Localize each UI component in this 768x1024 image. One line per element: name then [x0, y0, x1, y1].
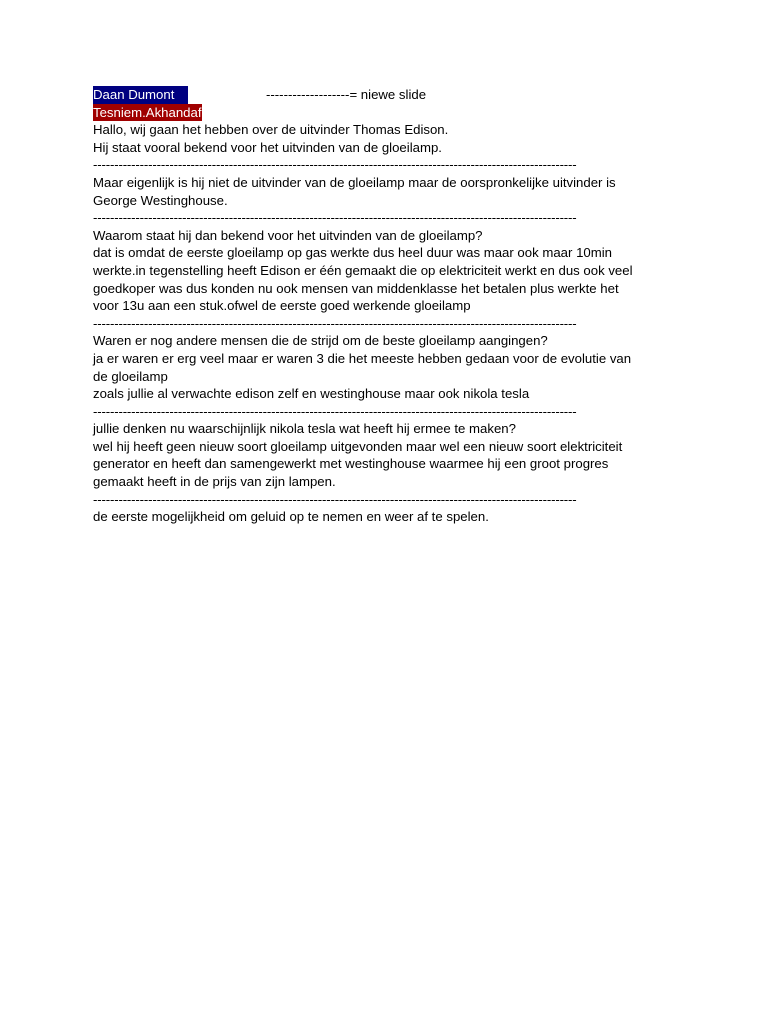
text-line: ja er waren er erg veel maar er waren 3 die het meeste hebben gedaan voor de evolutie van [93, 350, 632, 366]
slide-divider: ------------------------------------------------------------------------------------------------------------------ [93, 210, 577, 226]
slide-divider: ------------------------------------------------------------------------------------------------------------------ [93, 157, 577, 173]
slide-section [93, 508, 677, 526]
text-line: generator en heeft dan samengewerkt met westinghouse waarmee hij een groot progres [93, 456, 609, 472]
text-line: goedkoper was dus konden nu ook mensen van middenklasse het betalen plus werkte het [93, 280, 619, 296]
text-line: Maar eigenlijk is hij niet de uitvinder van de gloeilamp maar de oorspronkelijke uitvinder is [93, 174, 616, 190]
slide-section [93, 332, 677, 402]
text-line: dat is omdat de eerste gloeilamp op gas werkte dus heel duur was maar ook maar 10min [93, 245, 612, 261]
text-line: George Westinghouse. [93, 192, 228, 208]
slide-section [93, 121, 677, 156]
slide-divider: ------------------------------------------------------------------------------------------------------------------ [93, 403, 577, 419]
author-name-daan: Daan Dumont [93, 86, 188, 104]
text-line: werkte.in tegenstelling heeft Edison er één gemaakt die op elektriciteit werkt en dus ook veel [93, 262, 633, 278]
slide-section [93, 174, 677, 209]
slide-legend-note: -------------------= niewe slide [266, 87, 427, 102]
author-name-tesniem: Tesniem.Akhandaf [93, 104, 202, 120]
slide-sections [93, 121, 677, 526]
slide-divider: ------------------------------------------------------------------------------------------------------------------ [93, 315, 577, 331]
text-line: gemaakt heeft in de prijs van zijn lampen. [93, 474, 336, 490]
text-line: de eerste mogelijkheid om geluid op te nemen en weer af te spelen. [93, 509, 489, 525]
text-line: Hallo, wij gaan het hebben over de uitvinder Thomas Edison. [93, 122, 449, 138]
header-row [93, 86, 677, 104]
text-line: Hij staat vooral bekend voor het uitvinden van de gloeilamp. [93, 139, 442, 155]
text-line: zoals jullie al verwachte edison zelf en westinghouse maar ook nikola tesla [93, 386, 530, 402]
text-line: voor 13u aan een stuk.ofwel de eerste goed werkende gloeilamp [93, 298, 471, 314]
text-line: wel hij heeft geen nieuw soort gloeilamp uitgevonden maar wel een nieuw soort elektriciteit [93, 438, 623, 454]
document-page [93, 86, 677, 526]
text-line: Waarom staat hij dan bekend voor het uitvinden van de gloeilamp? [93, 227, 483, 243]
slide-divider: ------------------------------------------------------------------------------------------------------------------ [93, 491, 577, 507]
slide-section [93, 227, 677, 315]
text-line: jullie denken nu waarschijnlijk nikola tesla wat heeft hij ermee te maken? [93, 421, 516, 437]
author-row-2 [93, 104, 677, 122]
slide-section [93, 420, 677, 490]
text-line: de gloeilamp [93, 368, 168, 384]
text-line: Waren er nog andere mensen die de strijd om de beste gloeilamp aangingen? [93, 333, 548, 349]
